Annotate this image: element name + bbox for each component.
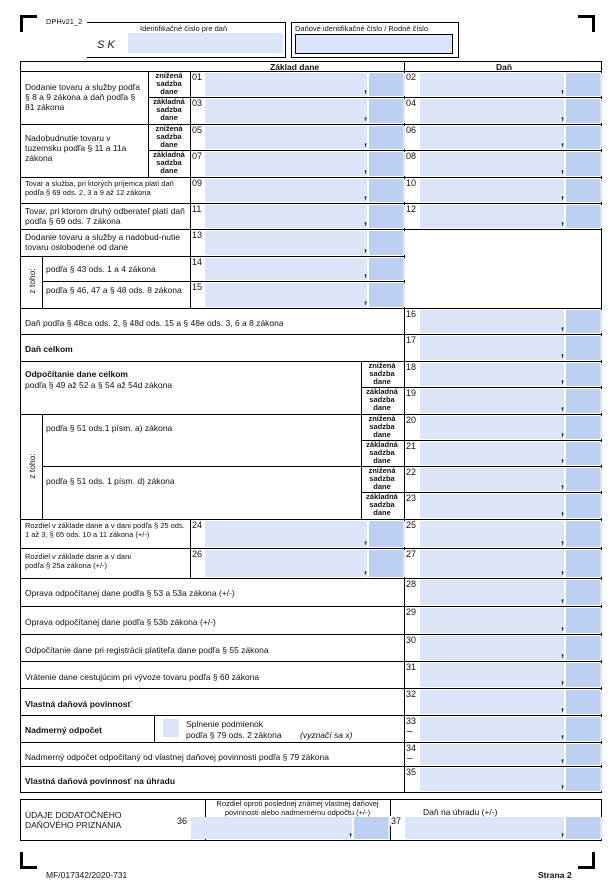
row-label-4: Tovar, pri ktorom druhý odberateľ platí daň podľa § 69 ods. 7 zákona [25, 206, 185, 226]
line-19-comma: , [561, 400, 565, 412]
line-04-decimal-field[interactable] [566, 99, 600, 123]
line-20-decimal-separator [564, 416, 566, 439]
id-label: Identifikačné číslo pre daň [140, 24, 228, 33]
rate-basic-23: základná sadzba dane [366, 492, 398, 517]
row-label-15: Odpočítanie dane pri registrácii platiteľa dane podľa § 55 zákona [25, 645, 269, 655]
line-22-comma: , [561, 478, 565, 490]
line-24-decimal-field[interactable] [369, 521, 403, 547]
row-label-13: Oprava odpočítanej dane podľa § 53 a 53a zákona (+/-) [25, 588, 235, 598]
line-33-minus-sign: – [407, 726, 413, 737]
line-14-decimal-field[interactable] [369, 258, 403, 280]
line-03-decimal-field[interactable] [369, 99, 403, 123]
line-number-36: 36 [177, 816, 188, 826]
row-label-1: Dodanie tovaru a služby podľa § 8 a 9 zákona a daň podľa § 81 zákona [25, 82, 140, 112]
line-18-decimal-field[interactable] [566, 363, 600, 386]
line-35-comma: , [561, 778, 565, 790]
line-16-decimal-field[interactable] [566, 310, 600, 333]
row-label-9: podľa § 51 ods.1 písm. a) zákona [46, 423, 173, 433]
line-37-decimal-separator [564, 817, 566, 839]
line-number-18: 18 [406, 362, 417, 372]
row-label-7: Daň celkom [25, 344, 73, 354]
line-36-decimal-field[interactable] [354, 817, 388, 839]
supp-diff-label: Rozdiel oproti poslednej známej vlastnej daňovej povinnosti alebo nadmernému odpočtu (+/-) [216, 799, 379, 817]
line-number-15: 15 [192, 282, 203, 292]
line-10-decimal-field[interactable] [566, 179, 600, 202]
line-34-decimal-separator [564, 744, 566, 765]
line-20-decimal-field[interactable] [566, 416, 600, 439]
line-21-comma: , [561, 452, 565, 464]
line-13-comma: , [364, 242, 368, 254]
line-28-decimal-separator [564, 580, 566, 605]
line-number-31: 31 [406, 662, 417, 672]
row-label-8a: Odpočítanie dane celkom [25, 369, 128, 379]
line-17-decimal-separator [564, 336, 566, 360]
supp-label-b: DAŇOVÉHO PRIZNANIA [25, 820, 122, 830]
line-01-decimal-field[interactable] [369, 73, 403, 96]
supp-pay-label: Daň na úhradu (+/-) [423, 807, 498, 817]
rate-basic-19: základná sadzba dane [366, 387, 398, 412]
line-number-16: 16 [406, 309, 417, 319]
line-32-comma: , [561, 701, 565, 713]
line-number-19: 19 [406, 388, 417, 398]
line-number-34: 34 [406, 743, 417, 753]
line-28-comma: , [561, 592, 565, 604]
form-code: DPHv21_2 [46, 17, 83, 26]
r18-check-a: Splnenie podmienok [186, 719, 264, 729]
line-number-21: 21 [406, 441, 417, 451]
line-25-decimal-field[interactable] [566, 521, 600, 547]
line-27-comma: , [561, 564, 565, 576]
line-12-decimal-separator [564, 205, 566, 228]
row-label-16: Vrátenie dane cestujúcim pri vývoze tovaru podľa § 60 zákona [25, 672, 260, 682]
rate-reduced-20: znížená sadzba dane [368, 414, 396, 439]
line-14-comma: , [364, 267, 368, 279]
line-11-comma: , [364, 215, 368, 227]
line-35-decimal-separator [564, 768, 566, 791]
row-label-5b: podľa § 46, 47 a § 48 ods. 8 zákona [46, 285, 182, 295]
footer-code: MF/017342/2020-731 [46, 870, 128, 880]
line-16-decimal-separator [564, 310, 566, 333]
col-tax-header: Daň [496, 62, 513, 72]
line-18-decimal-separator [564, 363, 566, 386]
line-16-comma: , [561, 320, 565, 332]
line-number-14: 14 [192, 257, 203, 267]
line-04-comma: , [561, 110, 565, 122]
line-21-decimal-separator [564, 442, 566, 465]
line-26-decimal-separator [367, 550, 369, 577]
line-number-33: 33 [406, 716, 417, 726]
row-label-11: Rozdiel v základe dane a v dani podľa § 25 ods. 1 až 3, § 65 ods. 10 a 11 zákona (+/-) [25, 521, 185, 539]
line-02-decimal-separator [564, 73, 566, 96]
line-number-28: 28 [406, 579, 417, 589]
line-26-comma: , [364, 564, 368, 576]
line-number-08: 08 [406, 151, 417, 161]
line-03-decimal-separator [367, 99, 369, 123]
line-number-06: 06 [406, 125, 417, 135]
line-number-04: 04 [406, 98, 417, 108]
line-20-comma: , [561, 426, 565, 438]
line-09-decimal-field[interactable] [369, 179, 403, 202]
line-31-comma: , [561, 674, 565, 686]
line-number-23: 23 [406, 493, 417, 503]
line-28-decimal-field[interactable] [566, 580, 600, 605]
line-02-comma: , [561, 83, 565, 95]
line-31-decimal-separator [564, 663, 566, 687]
line-05-comma: , [364, 136, 368, 148]
tax-id-field[interactable] [295, 34, 453, 54]
row-label-19: Nadmerný odpočet odpočítaný od vlastnej daňovej povinnosti podľa § 79 zákona [25, 752, 329, 762]
row-label-2: Nadobudnutie tovaru v tuzemsku podľa § 11 a 11a zákona [25, 133, 127, 163]
tax-id-label: Daňové identifikačné číslo / Rodné číslo [295, 24, 428, 33]
line-32-decimal-field[interactable] [566, 690, 600, 714]
line-number-13: 13 [192, 230, 203, 240]
line-14-decimal-separator [367, 258, 369, 280]
line-07-decimal-separator [367, 152, 369, 176]
line-number-29: 29 [406, 607, 417, 617]
line-35-decimal-field[interactable] [566, 768, 600, 791]
line-19-decimal-separator [564, 389, 566, 413]
line-number-37: 37 [391, 816, 402, 826]
line-17-comma: , [561, 347, 565, 359]
line-36-comma: , [349, 826, 353, 838]
line-15-decimal-separator [367, 283, 369, 307]
rate-reduced-01: znížená sadzba dane [155, 71, 183, 96]
line-number-35: 35 [406, 767, 417, 777]
excess-deduction-checkbox[interactable] [163, 719, 179, 737]
id-prefix: S K [97, 39, 115, 51]
rate-reduced-22: znížená sadzba dane [368, 466, 396, 491]
row-label-5: Dodanie tovaru a služby a nadobud-nutie tovaru oslobodené od dane [25, 232, 180, 252]
line-18-comma: , [561, 373, 565, 385]
line-number-12: 12 [406, 204, 417, 214]
rate-reduced-18: znížená sadzba dane [368, 361, 396, 386]
line-30-decimal-separator [564, 636, 566, 660]
line-number-27: 27 [406, 549, 417, 559]
line-22-decimal-separator [564, 468, 566, 491]
row-label-5a: podľa § 43 ods. 1 a 4 zákona [46, 264, 156, 274]
row-label-3: Tovar a služba, pri ktorých príjemca platí daň podľa § 69 ods. 2, 3 a 9 až 12 zákona [25, 179, 174, 197]
line-10-decimal-separator [564, 179, 566, 202]
line-number-07: 07 [192, 151, 203, 161]
line-06-comma: , [561, 136, 565, 148]
row-label-18: Nadmerný odpočet [25, 725, 102, 735]
line-01-decimal-separator [367, 73, 369, 96]
line-12-comma: , [561, 215, 565, 227]
line-number-02: 02 [406, 72, 417, 82]
line-25-decimal-separator [564, 521, 566, 547]
line-number-01: 01 [192, 72, 203, 82]
line-24-comma: , [364, 534, 368, 546]
rate-basic-21: základná sadzba dane [366, 440, 398, 465]
line-07-comma: , [364, 163, 368, 175]
line-34-decimal-field[interactable] [566, 744, 600, 765]
line-29-decimal-field[interactable] [566, 608, 600, 633]
z-toho-label-1: z toho: [27, 268, 37, 294]
z-toho-label-2: z toho: [27, 453, 37, 479]
corner-mark-bl [20, 852, 37, 869]
line-13-decimal-field[interactable] [369, 231, 403, 255]
line-37-decimal-field[interactable] [566, 817, 600, 839]
line-07-decimal-field[interactable] [369, 152, 403, 176]
line-15-comma: , [364, 294, 368, 306]
row-label-17: Vlastná daňová povinnosť [25, 699, 132, 709]
line-17-decimal-field[interactable] [566, 336, 600, 360]
line-29-decimal-separator [564, 608, 566, 633]
corner-mark-tl [20, 15, 37, 32]
line-33-decimal-field[interactable] [566, 717, 600, 741]
line-32-decimal-separator [564, 690, 566, 714]
r18-check-b: podľa § 79 ods. 2 zákona [186, 730, 282, 740]
line-33-decimal-separator [564, 717, 566, 741]
line-34-minus-sign: – [407, 753, 413, 764]
line-27-decimal-field[interactable] [566, 550, 600, 577]
line-33-comma: , [561, 728, 565, 740]
line-27-decimal-separator [564, 550, 566, 577]
line-22-decimal-field[interactable] [566, 468, 600, 491]
line-08-decimal-separator [564, 152, 566, 176]
line-05-decimal-separator [367, 126, 369, 149]
line-number-32: 32 [406, 689, 417, 699]
line-number-20: 20 [406, 415, 417, 425]
line-02-decimal-field[interactable] [566, 73, 600, 96]
line-19-decimal-field[interactable] [566, 389, 600, 413]
line-26-decimal-field[interactable] [369, 550, 403, 577]
corner-mark-tr [578, 15, 595, 32]
col-base-header: Základ dane [270, 62, 320, 72]
line-10-comma: , [561, 189, 565, 201]
line-23-comma: , [561, 505, 565, 517]
line-30-decimal-field[interactable] [566, 636, 600, 660]
corner-mark-br [578, 852, 595, 869]
line-09-comma: , [364, 189, 368, 201]
rate-reduced-05: znížená sadzba dane [155, 124, 183, 149]
line-number-17: 17 [406, 335, 417, 345]
r18-check-c: (vyznačí sa x) [300, 730, 353, 740]
line-number-25: 25 [406, 520, 417, 530]
supp-label-a: ÚDAJE DODATOČNÉHO [25, 810, 122, 820]
line-13-decimal-separator [367, 231, 369, 255]
line-03-comma: , [364, 110, 368, 122]
id-field[interactable] [128, 33, 283, 53]
line-number-11: 11 [192, 204, 202, 214]
line-25-comma: , [561, 534, 565, 546]
rate-basic-03: základná sadzba dane [153, 97, 185, 122]
row-label-12: Rozdiel v základe dane a v dani podľa § 25a zákona (+/-) [25, 552, 131, 570]
line-number-05: 05 [192, 125, 203, 135]
line-08-decimal-field[interactable] [566, 152, 600, 176]
row-label-6: Daň podľa § 48ca ods. 2, § 48d ods. 15 a § 48e ods. 3, 6 a 8 zákona [25, 318, 284, 328]
line-34-comma: , [561, 752, 565, 764]
row-label-8b: podľa § 49 až 52 a § 54 až 54d zákona [25, 380, 173, 390]
line-23-decimal-separator [564, 494, 566, 518]
line-number-26: 26 [192, 549, 203, 559]
row-label-10: podľa § 51 ods. 1 písm. d) zákona [46, 476, 175, 486]
line-12-decimal-field[interactable] [566, 205, 600, 228]
line-06-decimal-separator [564, 126, 566, 149]
line-08-comma: , [561, 163, 565, 175]
line-37-comma: , [561, 826, 565, 838]
line-01-comma: , [364, 83, 368, 95]
line-number-10: 10 [406, 178, 417, 188]
line-21-decimal-field[interactable] [566, 442, 600, 465]
line-number-09: 09 [192, 178, 203, 188]
line-31-decimal-field[interactable] [566, 663, 600, 687]
line-11-decimal-field[interactable] [369, 205, 403, 228]
line-30-comma: , [561, 647, 565, 659]
line-number-24: 24 [192, 520, 203, 530]
line-number-22: 22 [406, 467, 417, 477]
line-09-decimal-separator [367, 179, 369, 202]
footer-page: Strana 2 [538, 870, 572, 880]
line-04-decimal-separator [564, 99, 566, 123]
line-36-decimal-separator [352, 817, 354, 839]
line-11-decimal-separator [367, 205, 369, 228]
line-29-comma: , [561, 620, 565, 632]
row-label-20: Vlastná daňová povinnosť na úhradu [25, 776, 176, 786]
line-06-decimal-field[interactable] [566, 126, 600, 149]
line-05-decimal-field[interactable] [369, 126, 403, 149]
line-15-decimal-field[interactable] [369, 283, 403, 307]
line-23-decimal-field[interactable] [566, 494, 600, 518]
line-number-30: 30 [406, 635, 417, 645]
row-label-14: Oprava odpočítanej dane podľa § 53b zákona (+/-) [25, 617, 216, 627]
line-24-decimal-separator [367, 521, 369, 547]
rate-basic-07: základná sadzba dane [153, 150, 185, 175]
line-number-03: 03 [192, 98, 203, 108]
